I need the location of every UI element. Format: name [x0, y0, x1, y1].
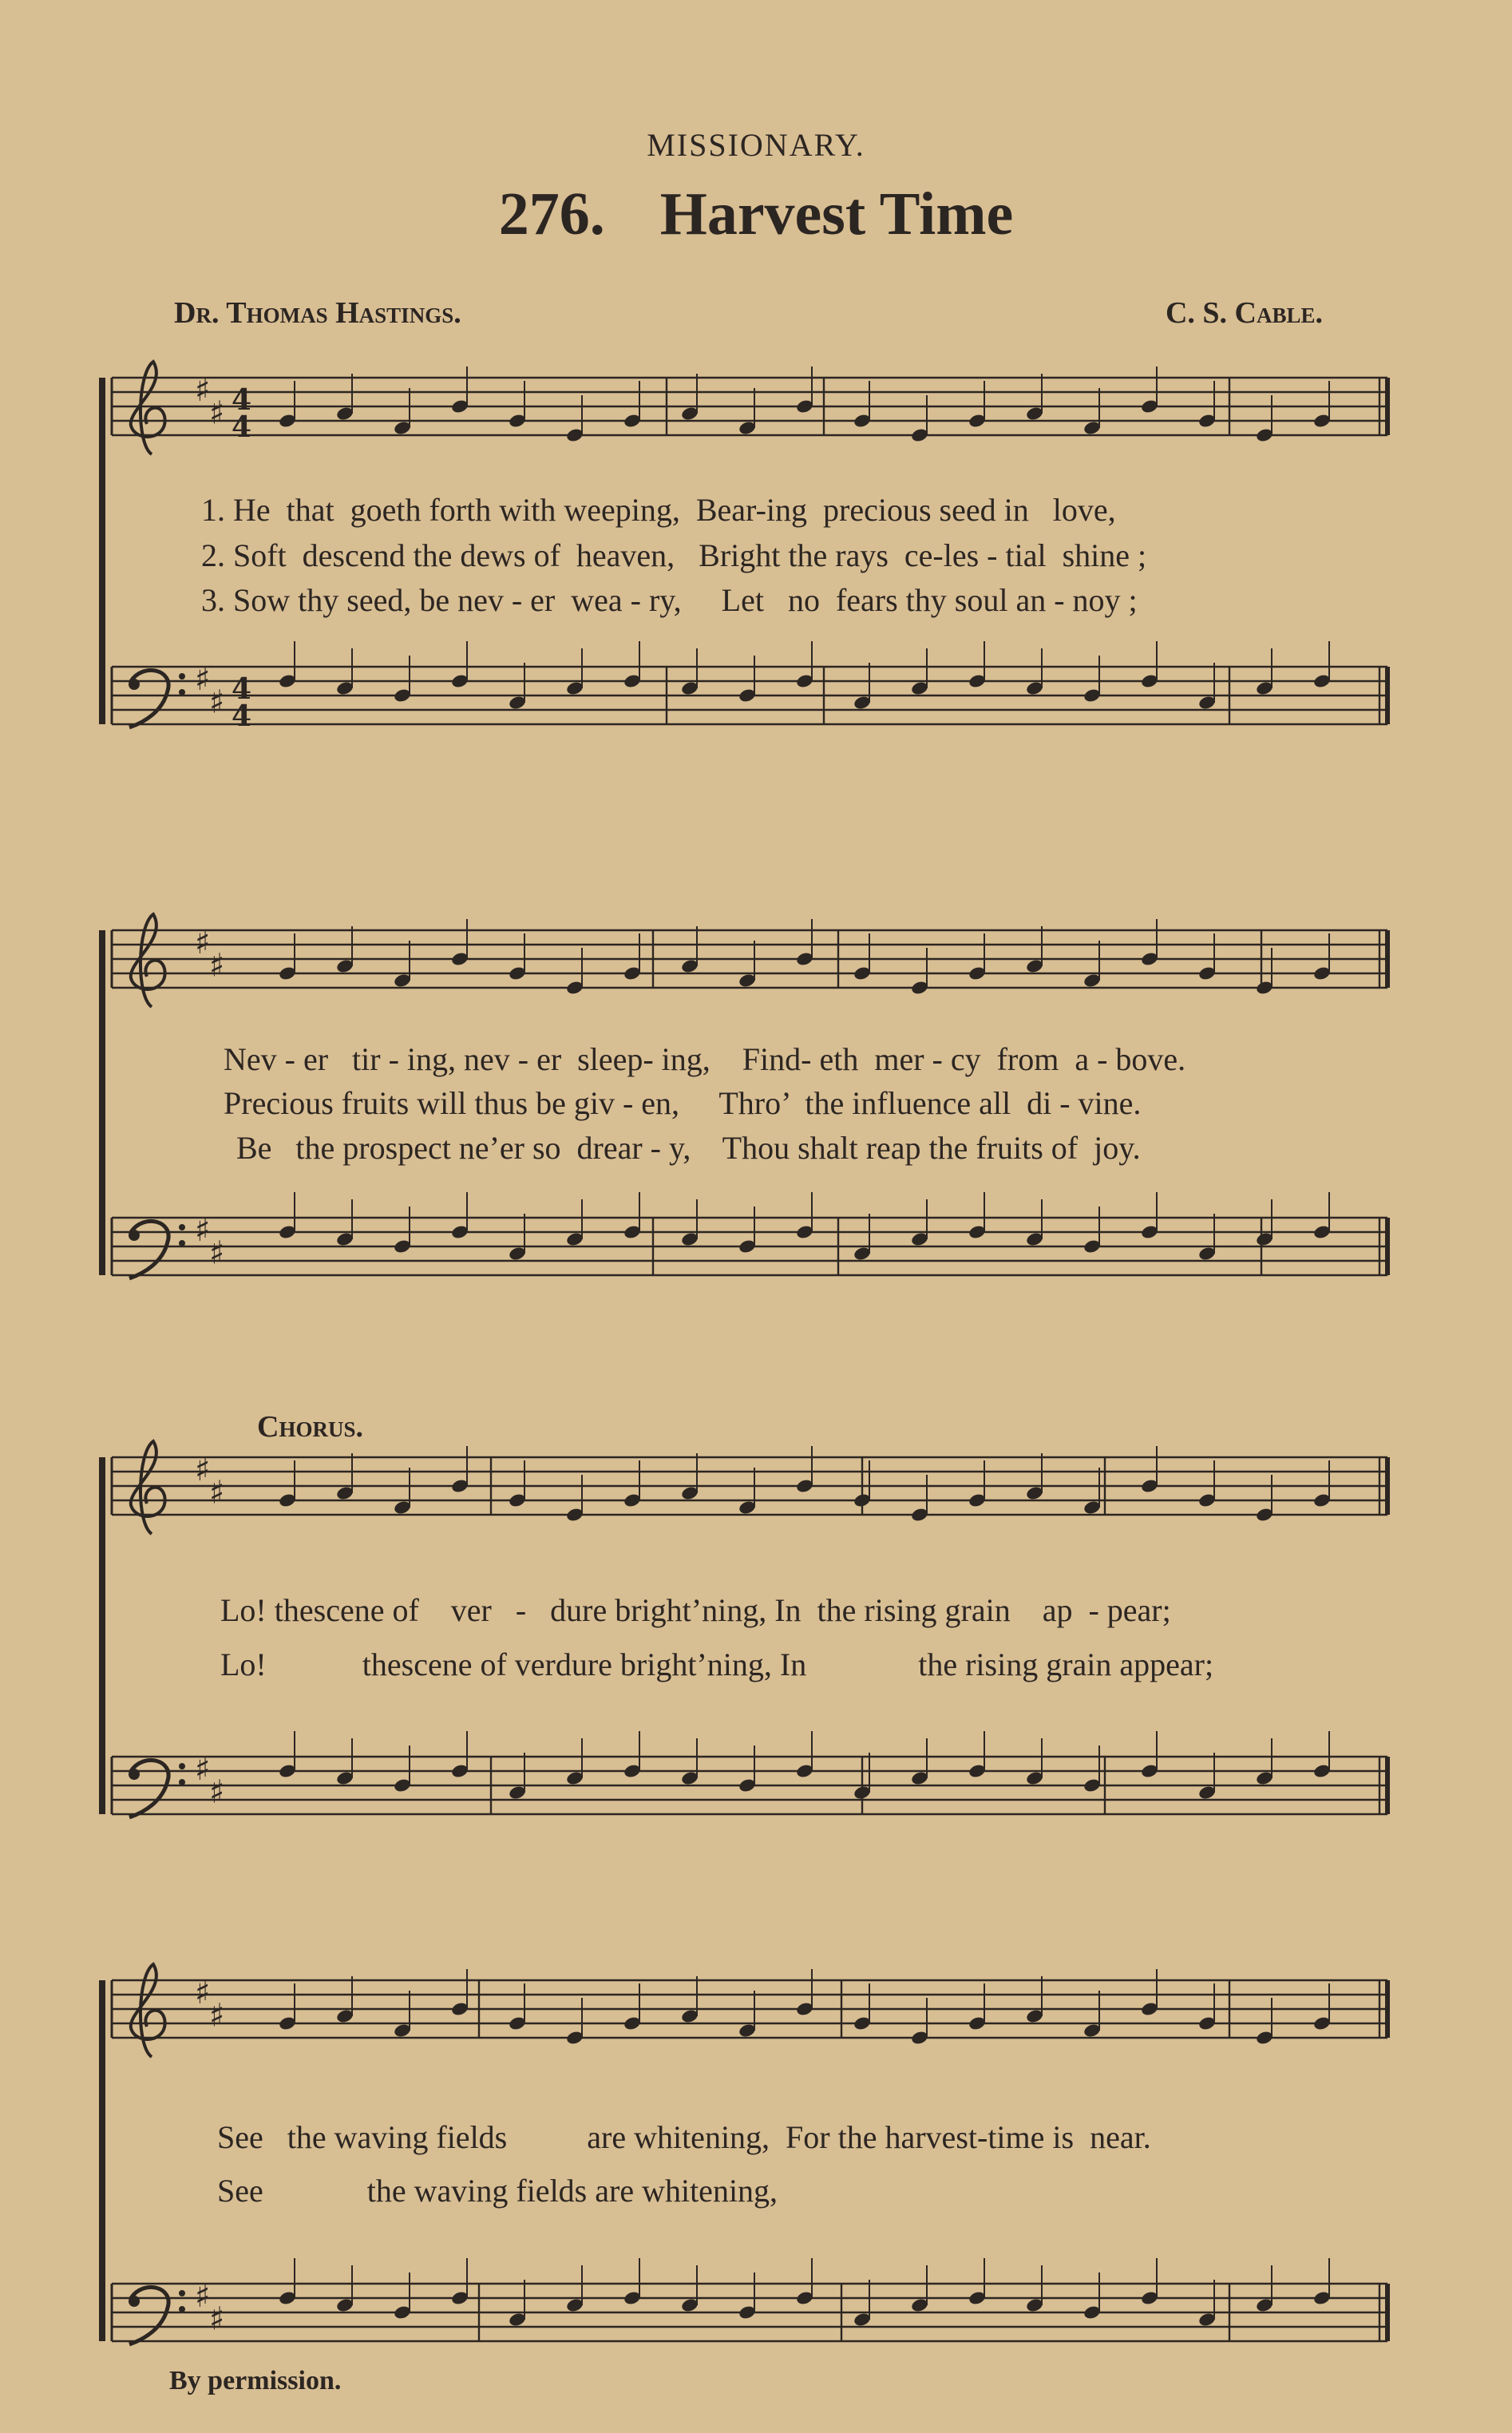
lyric-system1-verse2: 2. Soft descend the dews of heaven, Bright the rays ce-les - tial shine ; [201, 537, 1147, 573]
bass-clef-icon [129, 2287, 168, 2344]
sharp-icon: ♯ [209, 1474, 225, 1512]
sharp-icon: ♯ [209, 1234, 225, 1272]
sharp-icon: ♯ [209, 684, 225, 721]
hymn-title: Harvest Time [659, 180, 1014, 248]
permission-note: By permission. [169, 2366, 342, 2395]
lyric-system2-verse2: Precious fruits will thus be giv - en, Thro’ the influence all di - vine. [224, 1085, 1142, 1121]
bass-clef-dot [179, 2290, 185, 2296]
bass-clef-dot [129, 1230, 140, 1241]
treble-clef-icon [131, 1441, 165, 1534]
bass-clef-icon [129, 670, 168, 727]
bass-clef-dot [179, 1763, 185, 1769]
music-credit: C. S. Cable. [1165, 296, 1323, 330]
sharp-icon: ♯ [209, 947, 225, 985]
time-signature-icon: 4 [232, 699, 252, 733]
bass-clef-dot [179, 673, 185, 680]
sharp-icon: ♯ [209, 394, 225, 432]
lyric-system1-verse1: 1. He that goeth forth with weeping, Bear-ing precious seed in love, [201, 492, 1116, 528]
sharp-icon: ♯ [195, 1750, 211, 1788]
bass-clef-dot [179, 1240, 185, 1246]
sharp-icon: ♯ [209, 2300, 225, 2338]
treble-clef-icon [131, 914, 165, 1007]
bass-clef-icon [129, 1760, 168, 1817]
time-signature-icon: 4 [232, 410, 252, 444]
sharp-icon: ♯ [209, 1773, 225, 1811]
hymn-number: 276. [498, 180, 605, 248]
bass-clef-dot [179, 1779, 185, 1785]
sharp-icon: ♯ [195, 660, 211, 698]
sharp-icon: ♯ [195, 371, 211, 409]
chorus-line4: See the waving fields are whitening, [217, 2173, 778, 2209]
time-signature-icon: 4 [232, 383, 252, 417]
chorus-line2: Lo! thescene of verdure bright’ning, In the rising grain appear; [220, 1646, 1214, 1682]
chorus-line3: See the waving fields are whitening, For the harvest-time is near. [217, 2119, 1151, 2155]
bass-clef-dot [179, 689, 185, 695]
bass-clef-dot [179, 1224, 185, 1230]
lyric-system1-verse3: 3. Sow thy seed, be nev - er wea - ry, Let no fears thy soul an - noy ; [201, 582, 1138, 618]
bass-clef-dot [129, 679, 140, 690]
lyric-system2-verse3: Be the prospect ne’er so drear - y, Thou shalt reap the fruits of joy. [236, 1130, 1141, 1166]
words-credit: Dr. Thomas Hastings. [174, 296, 461, 330]
treble-clef-icon [131, 362, 165, 454]
bass-clef-dot [129, 1769, 140, 1780]
chorus-line1: Lo! thescene of ver - dure bright’ning, In the rising grain ap - pear; [220, 1592, 1171, 1628]
sharp-icon: ♯ [209, 1997, 225, 2035]
section-label: MISSIONARY. [647, 127, 865, 163]
time-signature-icon: 4 [232, 672, 252, 706]
bass-clef-dot [129, 2296, 140, 2307]
treble-clef-icon [131, 1964, 165, 2057]
lyric-system2-verse1: Nev - er tir - ing, nev - er sleep- ing, Find- eth mer - cy from a - bove. [224, 1041, 1186, 1077]
bass-clef-icon [129, 1221, 168, 1278]
bass-clef-dot [179, 2306, 185, 2312]
sharp-icon: ♯ [195, 1211, 211, 1249]
chorus-label: Chorus. [257, 1410, 363, 1444]
sharp-icon: ♯ [195, 1451, 211, 1488]
sharp-icon: ♯ [195, 924, 211, 961]
sharp-icon: ♯ [195, 2277, 211, 2315]
sharp-icon: ♯ [195, 1974, 211, 2011]
